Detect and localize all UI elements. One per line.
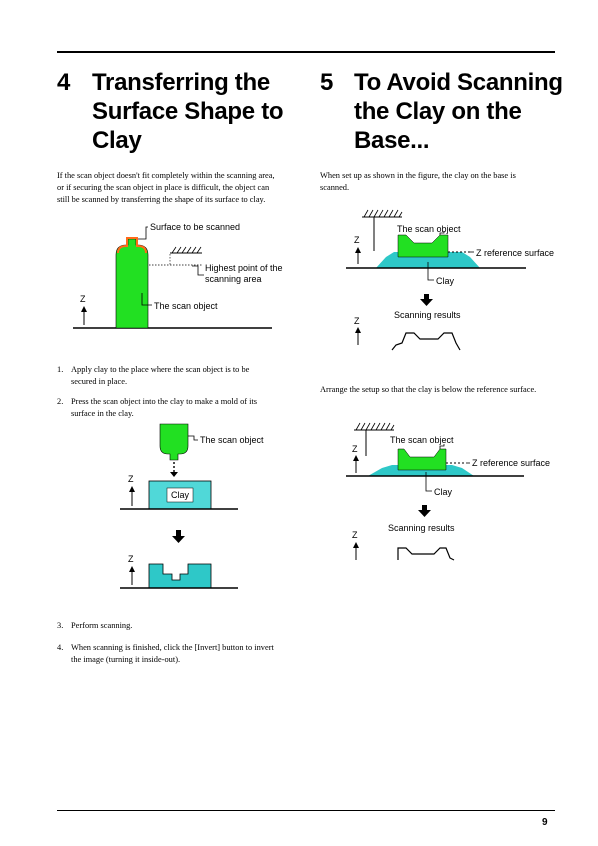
z-label: Z: [80, 294, 86, 304]
section-5-title-line3: Base...: [354, 127, 430, 154]
zref-label: Z reference surface: [476, 248, 555, 258]
z-arrow-icon: [81, 306, 87, 312]
step-3: [57, 620, 297, 632]
scan-result-profile: [392, 333, 460, 350]
step-number: 4.: [57, 643, 64, 652]
zref-label: Z reference surface: [472, 458, 551, 468]
section-4-intro: [57, 170, 297, 206]
figure-clay-scanned: [340, 205, 560, 355]
bottom-rule: [57, 810, 555, 811]
section-5-title: [354, 68, 563, 155]
surface-label: Surface to be scanned: [150, 222, 241, 232]
figure-clay-mold: [120, 424, 290, 596]
scan-result-profile: [398, 548, 454, 560]
z-label: Z: [352, 444, 358, 454]
step-text: [71, 396, 257, 420]
step-line: When scanning is finished, click the [Invert] button to invert: [71, 643, 274, 652]
section-5-number: 5: [320, 69, 334, 96]
step-text: Perform scanning.: [71, 621, 133, 630]
z-arrow-icon: [129, 566, 135, 572]
clay-label: Clay: [436, 276, 455, 286]
object-label: The scan object: [390, 435, 454, 445]
scan-object-shape: [160, 424, 188, 460]
step-line: Apply clay to the place where the scan object is to be: [71, 365, 250, 374]
results-label: Scanning results: [388, 523, 455, 533]
z-label: Z: [352, 530, 358, 540]
z-arrow-icon: [129, 486, 135, 492]
step-line: surface in the clay.: [71, 409, 134, 418]
z-arrow-icon: [353, 542, 359, 548]
clay-label: Clay: [171, 490, 190, 500]
down-arrow-icon: [420, 299, 433, 306]
figure-clay-below-reference: [340, 418, 560, 568]
section-5-title-line1: To Avoid Scanning: [354, 69, 563, 96]
scan-object-shape: [116, 239, 148, 328]
object-label: The scan object: [397, 224, 461, 234]
z-label: Z: [354, 316, 360, 326]
step-line: Press the scan object into the clay to make a mold of its: [71, 397, 258, 406]
intro-line: scanned.: [320, 183, 350, 192]
z-label: Z: [128, 554, 134, 564]
highest-label-2: scanning area: [205, 274, 262, 284]
object-label: The scan object: [200, 435, 264, 445]
section-4-number: 4: [57, 69, 71, 96]
results-label: Scanning results: [394, 310, 461, 320]
highest-label-1: Highest point of the: [205, 263, 283, 273]
hatch-marks: [356, 423, 394, 430]
top-rule: [57, 51, 555, 53]
scan-object-shape: [398, 235, 448, 257]
step-text: [71, 364, 249, 388]
intro-line: When set up as shown in the figure, the clay on the base is: [320, 171, 516, 180]
intro-line: or if securing the scan object in place is difficult, the object can: [57, 183, 270, 192]
step-number: 3.: [57, 621, 64, 630]
z-arrow-icon: [355, 247, 361, 253]
highest-leader: [192, 266, 204, 275]
figure-surface-transfer: [70, 215, 300, 335]
z-label: Z: [128, 474, 134, 484]
section-4-title-line3: Clay: [92, 127, 142, 154]
intro-line: still be scanned by transferring the shape of its surface to clay.: [57, 195, 266, 204]
step-line: secured in place.: [71, 377, 128, 386]
scan-object-shape: [398, 449, 446, 470]
step-text: [71, 642, 274, 666]
arrange-text: Arrange the setup so that the clay is below the reference surface.: [320, 385, 537, 394]
intro-line: If the scan object doesn't fit completely within the scanning area,: [57, 171, 275, 180]
down-arrow-stem: [176, 530, 181, 537]
molded-clay: [149, 564, 211, 588]
step-number: 2.: [57, 397, 64, 406]
object-leader: [188, 436, 198, 440]
z-arrow-icon: [353, 455, 359, 461]
section-4-title-line1: Transferring the: [92, 69, 270, 96]
press-arrow-icon: [170, 472, 178, 477]
z-label: Z: [354, 235, 360, 245]
z-arrow-icon: [355, 327, 361, 333]
surface-leader: [138, 227, 148, 239]
hatch-marks: [364, 210, 402, 217]
down-arrow-icon: [172, 536, 185, 543]
section-5-intro: [320, 170, 555, 194]
step-number: 1.: [57, 365, 64, 374]
step-1: [57, 364, 297, 388]
section-5-title-line2: the Clay on the: [354, 98, 522, 125]
object-label: The scan object: [154, 301, 218, 311]
page-number: 9: [542, 817, 548, 828]
down-arrow-icon: [418, 510, 431, 517]
hatch-marks: [172, 247, 201, 253]
clay-label: Clay: [434, 487, 453, 497]
step-2: [57, 396, 297, 420]
section-4-title: [92, 68, 283, 155]
step-line: the image (turning it inside-out).: [71, 655, 181, 664]
step-4: [57, 642, 302, 666]
section-4-title-line2: Surface Shape to: [92, 98, 284, 125]
